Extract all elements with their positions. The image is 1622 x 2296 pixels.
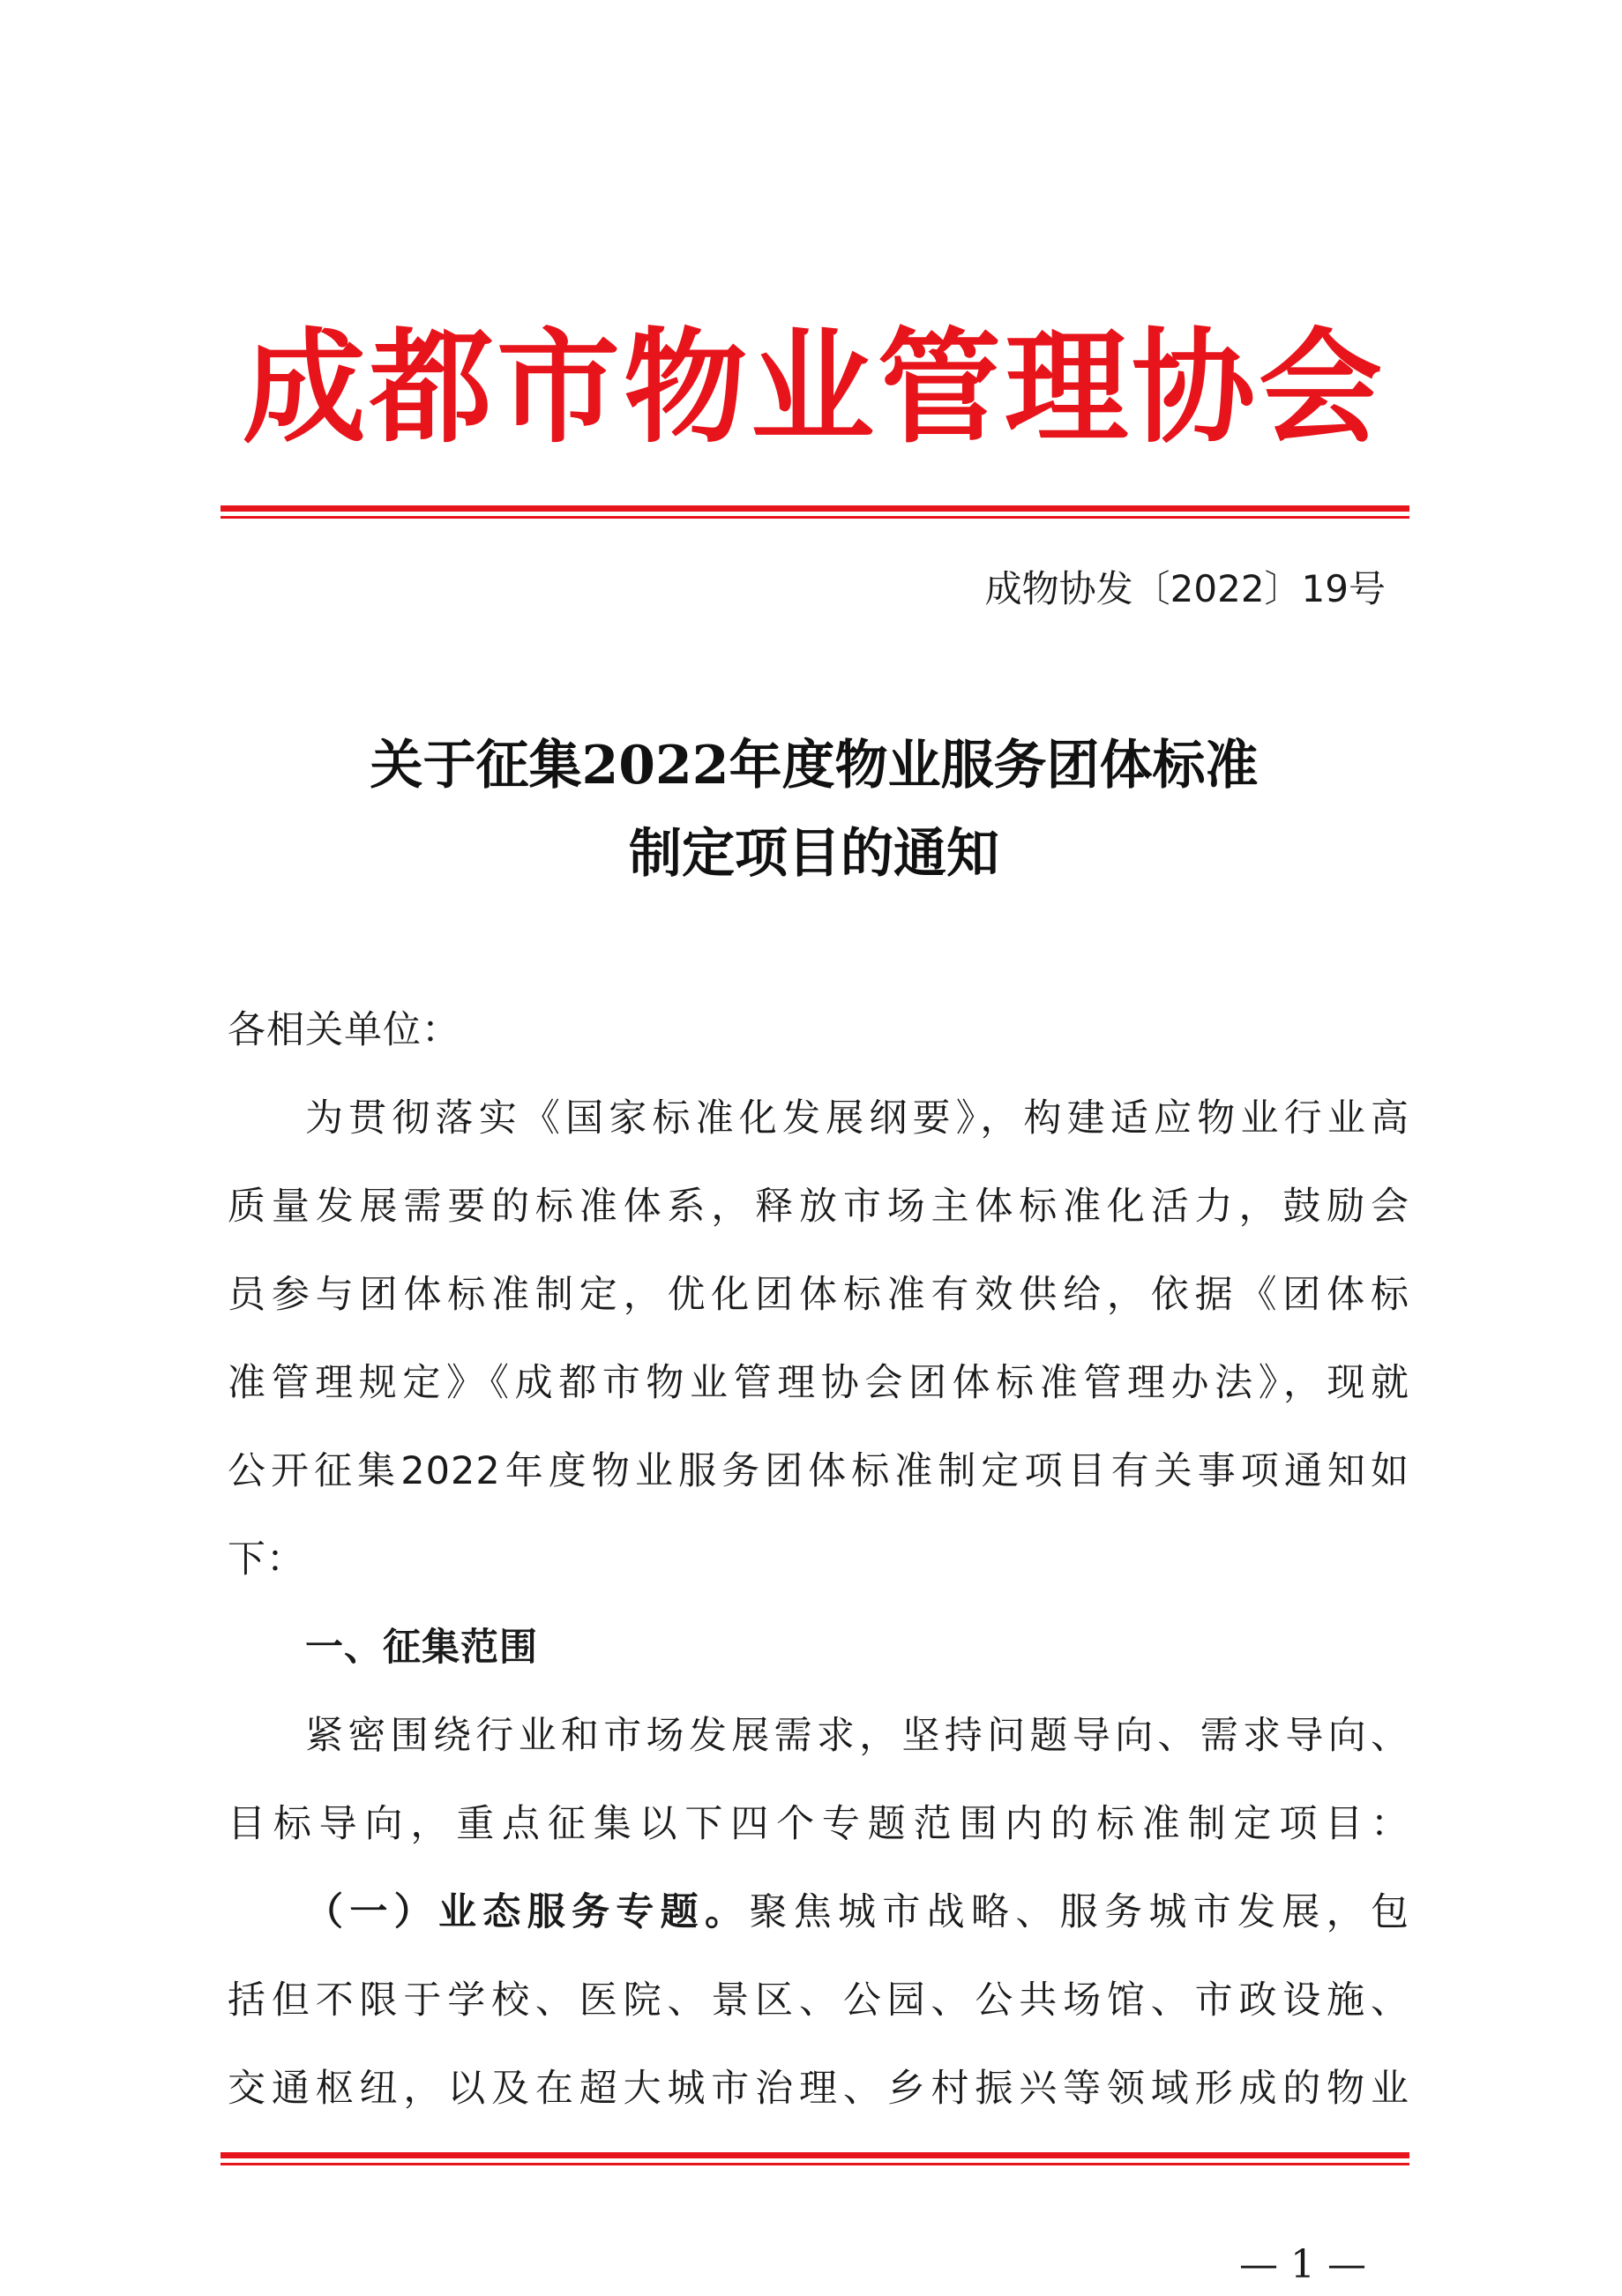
item-1-line-2: 括但不限于学校、医院、景区、公园、公共场馆、市政设施、 (228, 1978, 1409, 2023)
document-title-line-1: 关于征集2022年度物业服务团体标准 (370, 735, 1259, 796)
header-rule-thin (221, 516, 1409, 519)
intro-line-2: 质量发展需要的标准体系，释放市场主体标准化活力，鼓励会 (228, 1185, 1409, 1229)
item-1-line-3: 交通枢纽，以及在超大城市治理、乡村振兴等领域形成的物业 (228, 2067, 1409, 2111)
intro-line-1: 为贯彻落实《国家标准化发展纲要》，构建适应物业行业高 (305, 1096, 1409, 1141)
intro-line-4: 准管理规定》《成都市物业管理协会团体标准管理办法》，现就 (228, 1361, 1409, 1405)
document-number: 成物协发〔2022〕19号 (984, 567, 1386, 610)
header-rule-thick (221, 505, 1409, 512)
item-1-label: （一）业态服务专题。 (305, 1890, 750, 1934)
intro-line-5: 公开征集2022年度物业服务团体标准制定项目有关事项通知如 (228, 1449, 1409, 1493)
item-1-text: 聚焦城市战略、服务城市发展，包 (749, 1890, 1410, 1934)
document-title-line-2: 制定项目的通知 (629, 823, 999, 885)
item-1-line-1 (305, 1886, 1409, 1939)
organization-letterhead: 成都市物业管理协会 (242, 316, 1386, 460)
section-1-line-1: 紧密围绕行业和市场发展需求，坚持问题导向、需求导向、 (305, 1714, 1409, 1758)
page-number: — 1 — (1239, 2242, 1366, 2287)
footer-rule-thin (221, 2163, 1409, 2165)
section-1-heading: 一、征集范围 (305, 1626, 538, 1670)
intro-line-3: 员参与团体标准制定，优化团体标准有效供给，依据《团体标 (228, 1273, 1409, 1317)
intro-line-6: 下： (228, 1537, 305, 1582)
footer-rule-thick (221, 2152, 1409, 2158)
salutation: 各相关单位： (228, 1008, 460, 1052)
section-1-line-2: 目标导向，重点征集以下四个专题范围内的标准制定项目： (228, 1802, 1409, 1846)
